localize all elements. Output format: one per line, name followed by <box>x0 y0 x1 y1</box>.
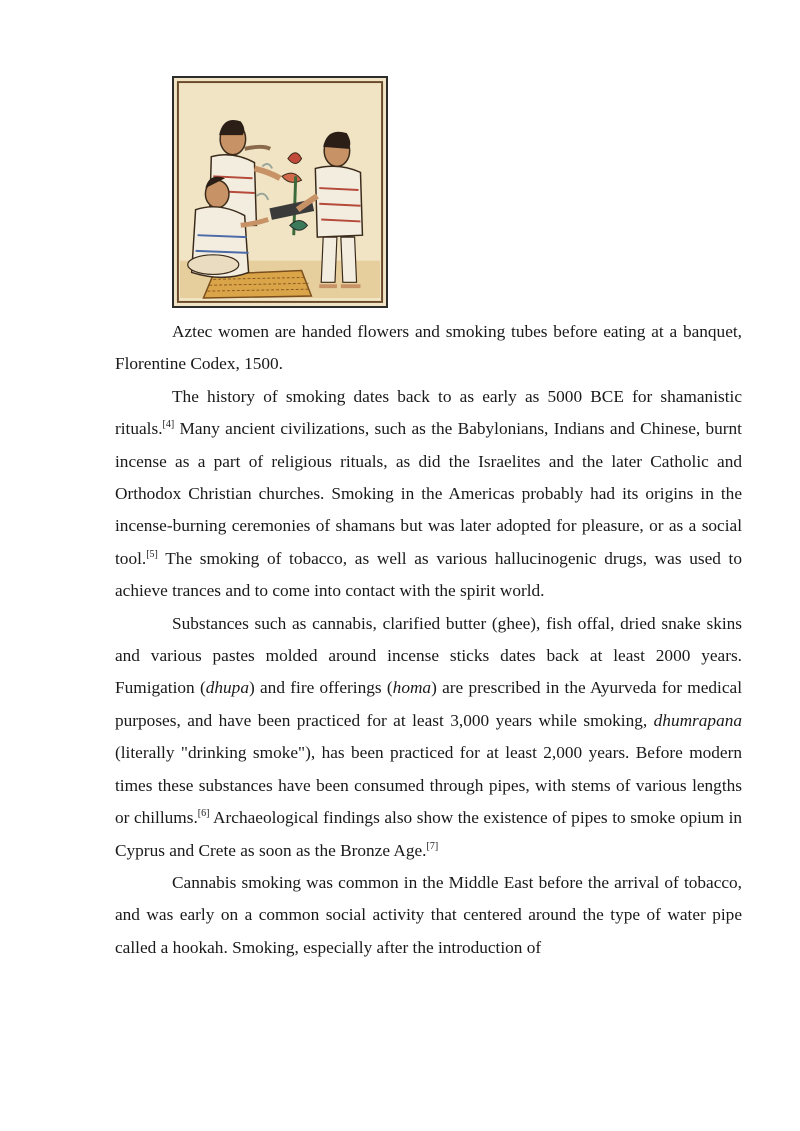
paragraph-substances: Substances such as cannabis, clarified butter (ghee), fish offal, dried snake skins and various pastes molded around incense sticks dates back at least 2000 years. Fumigation (dhupa) and fire offerings (homa) are prescribed in the Ayurveda for medical purposes, and have been practiced for at least 3,000 years while smoking, dhumrapana (literally "drinking smoke"), has been practiced for at least 2,000 years. Before modern times these substances have been consumed through pipes, with stems of various lengths or chillums.[6] Archaeological findings also show the existence of pipes to smoke opium in Cyprus and Crete as soon as the Bronze Age.[7] <box>115 613 743 860</box>
figure-caption: Aztec women are handed flowers and smoking tubes before eating at a banquet, Florentine Codex, 1500. <box>115 322 742 374</box>
paragraph-cannabis: Cannabis smoking was common in the Middle East before the arrival of tobacco, and was early on a common social activity that centered around the type of water pipe called a hookah. Smoking, especially after the introduction of <box>115 872 742 957</box>
aztec-banquet-image <box>174 78 386 306</box>
citation-4[interactable]: [4] <box>162 419 175 431</box>
citation-6[interactable]: [6] <box>197 808 210 820</box>
citation-5[interactable]: [5] <box>146 548 158 560</box>
paragraph-smoking-history: The history of smoking dates back to as early as 5000 BCE for shamanistic rituals.[4] Many ancient civilizations, such as the Babylonians, Indians and Chinese, burnt incense as a part of religious rituals, as did the Israelites and the later Catholic and Orthodox Christian churches. Smoking in the Americas probably had its origins in the incense-burning ceremonies of shamans but was later adopted for pleasure, or as a social tool.[5] The smoking of tobacco, as well as various hallucinogenic drugs, was used to achieve trances and to come into contact with the spirit world. <box>115 386 742 601</box>
citation-7[interactable]: [7] <box>426 840 439 852</box>
body-text <box>115 316 742 964</box>
codex-illustration <box>172 76 388 308</box>
